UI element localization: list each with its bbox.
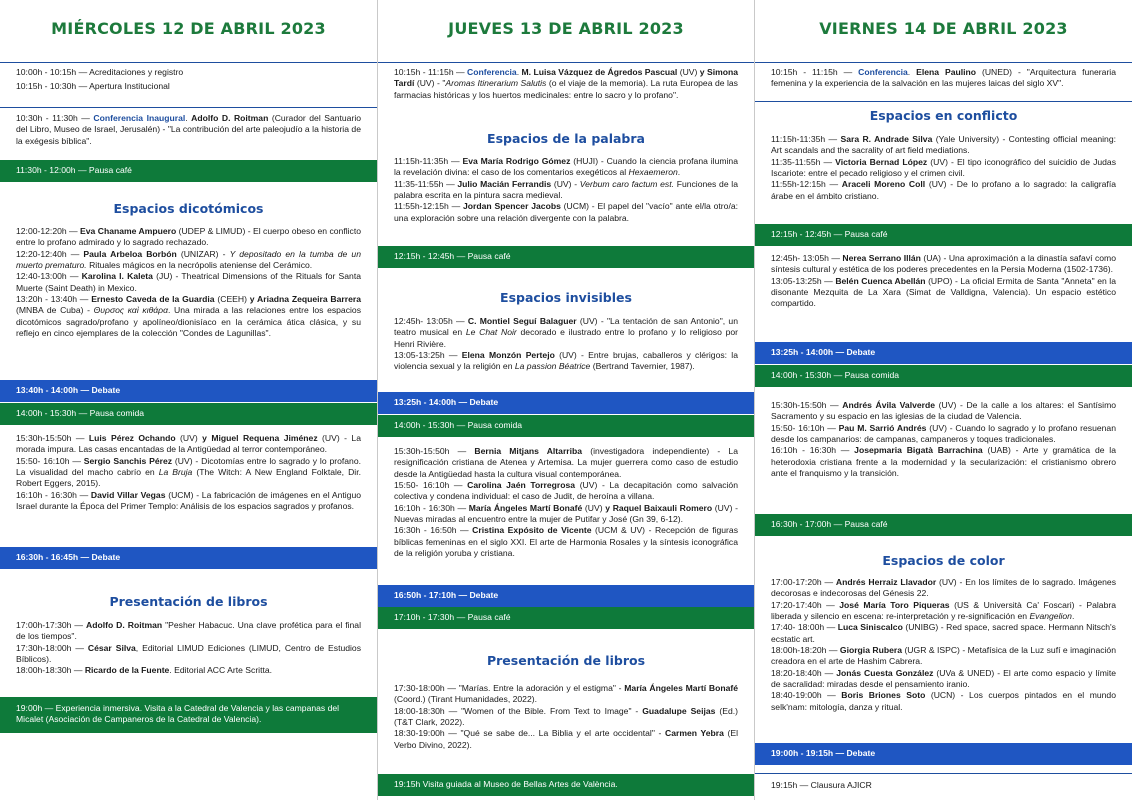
break-debate: 19:00h - 19:15h — Debate	[755, 743, 1132, 765]
item-conferencia-inaugural: 10:30h - 11:30h — Conferencia Inaugural. Adolfo D. Roitman (Curador del Santuario del Libro, Museo de Israel, Jerusalén) - "La contribución del arte paleojudío a la historia de la exégesis bíblica".	[16, 113, 362, 146]
item-clausura: 19:15h — Clausura AJICR	[771, 780, 872, 790]
break-debate: 16:50h - 17:10h — Debate	[378, 585, 754, 607]
talk-item: 18:20-18:40h — Jonás Cuesta González (UVa & UNED) - El arte como espacio y límite de sacralidad: miradas desde el pensamiento iranio.	[771, 667, 1116, 690]
column-wednesday	[0, 0, 377, 800]
talk-item: 11:35-11:55h — Julio Macián Ferrandis (UV) - Verbum caro factum est. Funciones de la palabra escrita en la pintura sacra medieval.	[394, 178, 738, 201]
talk-item: 17:30h-18:00h — César Silva, Editorial LIMUD Ediciones (LIMUD, Centro de Estudios Bíblicos).	[16, 642, 362, 665]
break-pausa-comida: 14:00h - 15:30h — Pausa comida	[0, 403, 377, 425]
talk-item: 12:20-12:40h — Paula Arbeloa Borbón (UNIZAR) - Y depositado en la tumba de un muerto prematuro. Rituales mágicos en la necrópolis ateniense del Cerámico.	[16, 248, 361, 271]
talk-item: 16:10h - 16:30h — María Ángeles Martí Bonafé (UV) y Raquel Baixauli Romero (UV) - Nuevas miradas al encuentro entre la mujer de Putifar y José (Gn 39, 6-12).	[394, 502, 738, 525]
talk-item: 17:20-17:40h — José María Toro Piqueras (US & Università Ca' Foscari) - Palabra liberada y silencio en escena: re-interpretación y re-significación en Evangelion.	[771, 599, 1116, 622]
section-title-dicotomicos: Espacios dicotómicos	[113, 201, 264, 216]
divider	[755, 62, 1132, 63]
event-visita-museo: 19:15h Visita guiada al Museo de Bellas Artes de València.	[378, 774, 754, 796]
talk-item: 15:50- 16:10h — Sergio Sanchis Pérez (UV) - Dicotomías entre lo sagrado y lo profano. La visualidad del macho cabrío en La Bruja (The Witch: A New England Folktale, Dir. Robert Eggers, 2015).	[16, 455, 361, 489]
talk-item: 12:00-12:20h — Eva Chaname Ampuero (UDEP & LIMUD) - El cuerpo obeso en conflicto entre lo profano admirado y lo sagrado rechazado.	[16, 226, 361, 248]
section-title-color: Espacios de color	[882, 553, 1005, 568]
column-friday	[754, 0, 1132, 800]
break-debate: 13:25h - 14:00h — Debate	[755, 342, 1132, 364]
break-debate: 13:25h - 14:00h — Debate	[378, 392, 754, 414]
break-debate: 13:40h - 14:00h — Debate	[0, 380, 377, 402]
talk-item: 11:35-11:55h — Victoria Bernad López (UV) - El tipo iconográfico del suicidio de Judas Iscariote: entre el pecado religioso y el crimen civil.	[771, 156, 1117, 179]
day-title-friday: VIERNES 14 DE ABRIL 2023	[819, 19, 1068, 38]
divider	[755, 101, 1132, 102]
talk-item: 13:20h - 13:40h — Ernesto Caveda de la Guardia (CEEH) y Ariadna Zequeira Barrera (MNBA de Cuba) - Θυρσος καὶ κιθάρα. Una mirada a las relaciones entre los espacios dicotómicos sagrado/profano y apolíneo/dionisíaco en la cerámica ática clásica, y su reflejo en cinco ejemplares de la colección "Condes de Lagunillas".	[16, 294, 362, 339]
divider	[0, 107, 377, 108]
talk-item: 18:00h-18:20h — Giorgia Rubera (UGR & ISPC) - Metafísica de la Luz sufí e imaginación creadora en el arte de Hashim Cabrera.	[771, 645, 1116, 667]
break-pausa-cafe: 17:10h - 17:30h — Pausa café	[378, 607, 754, 629]
talk-item: 12:40-13:00h — Karolina I. Kaleta (JU) - Theatrical Dimensions of the Rituals for Santa Muerte (Saint Death) in Mexico.	[16, 271, 361, 293]
talk-item: 18:00-18:30h — "Women of the Bible. From Text to Image" - Guadalupe Seijas (Ed.) (T&T Clark, 2022).	[394, 705, 738, 728]
column-thursday	[377, 0, 754, 800]
session-libros	[0, 620, 377, 677]
item-apertura: 10:15h - 10:30h — Apertura Institucional	[16, 81, 170, 92]
break-pausa-cafe: 11:30h - 12:00h — Pausa café	[0, 160, 377, 182]
section-title-libros: Presentación de libros	[109, 594, 268, 609]
divider	[378, 62, 754, 63]
talk-item: 15:30h-15:50h — Bernia Mitjans Altarriba (investigadora independiente) - La resignificación cristiana de Atenea y Artemisa. La mujer guerrera como caso de estudio desde la Antigüedad hasta la cultura visual contemporánea.	[394, 446, 738, 479]
break-debate: 16:30h - 16:45h — Debate	[0, 547, 377, 569]
item-acreditaciones: 10:00h - 10:15h — Acreditaciones y registro	[16, 67, 184, 77]
break-pausa-comida: 14:00h - 15:30h — Pausa comida	[378, 415, 754, 437]
break-pausa-cafe: 12:15h - 12:45h — Pausa café	[755, 224, 1132, 246]
talk-item: 18:40-19:00h — Boris Briones Soto (UCN) - Los cuerpos pintados en el mundo selk'nam: mitología, danza y ritual.	[771, 690, 1116, 712]
opening-block	[0, 67, 377, 93]
talk-item: 12:45h- 13:05h — C. Montiel Seguí Balaguer (UV) - "La tentación de san Antonio", un teatro musical en Le Chat Noir decorado e ilustrado entre lo profano y lo religioso por Henri Rivière.	[394, 316, 739, 349]
talk-item: 11:15h-11:35h — Eva María Rodrigo Gómez (HUJI) - Cuando la ciencia profana ilumina la revelación divina: el caso de los comentarios exegéticos al Hexaemeron.	[394, 156, 738, 178]
divider	[755, 773, 1132, 774]
talk-item: 15:30h-15:50h — Andrés Ávila Valverde (UV) - De la calle a los altares: el Santísimo Sacramento y su espacio en las iglesias de la ciudad de Valencia.	[771, 400, 1117, 422]
talk-item: 16:10h - 16:30h — David Villar Vegas (UCM) - La fabricación de imágenes en el Antiguo Israel durante la Época del Primer Templo: Análisis de los espacios sagrados y profanos.	[16, 489, 361, 512]
talk-item: 16:30h - 16:50h — Cristina Expósito de Vicente (UCM & UV) - Recepción de figuras bíblicas femeninas en el siglo XXI. El arte de Harmonia Rosales y la síntesis iconográfica de la religión yoruba y cristiana.	[394, 525, 738, 559]
talk-item: 15:50- 16:10h — Carolina Jaén Torregrosa (UV) - La decapitación como salvación colectiva y condena individual: el caso de Judit, de heroína a villana.	[394, 480, 738, 502]
session-palabra	[378, 156, 754, 224]
talk-item: 18:30-19:00h — "Qué se sabe de... La Biblia y el arte occidental" - Carmen Yebra (El Verbo Divino, 2022).	[394, 728, 738, 750]
talk-item: 17:40- 18:00h — Luca Siniscalco (UNIBG) - Red space, sacred space. Hermann Nitsch's ecstatic art.	[771, 622, 1116, 644]
talk-item: 13:05-13:25h — Belén Cuenca Abellán (UPO) - La oficial Ermita de Santa "Anneta" en la disonante Mezquita de La Xara (Simat de Valldigna, Valencia). Un espacio estético compartido.	[771, 275, 1116, 309]
session-dicotomicos	[0, 226, 377, 339]
talk-item: 11:55h-12:15h — Araceli Moreno Coll (UV) - De lo profano a lo sagrado: la caligrafía árabe en el ámbito cristiano.	[771, 179, 1116, 201]
session-afternoon	[378, 446, 754, 559]
talk-item: 17:00-17:20h — Andrés Herraiz Llavador (UV) - En los límites de lo sagrado. Imágenes decorosas e indecorosas del Génesis 22.	[771, 577, 1116, 599]
item-conferencia: 10:15h - 11:15h — Conferencia. Elena Paulino (UNED) - "Arquitectura funeraria femenina y la experiencia de la salvación en las mujeres laicas del siglo XV".	[771, 67, 1117, 89]
talk-item: 17:30-18:00h — "Marías. Entre la adoración y el estigma" - María Ángeles Martí Bonafé (Coord.) (Tirant Humanidades, 2022).	[394, 683, 738, 705]
session-conflicto-midday	[755, 253, 1132, 310]
break-pausa-cafe: 12:15h - 12:45h — Pausa café	[378, 246, 754, 268]
event-visita-catedral: 19:00h — Experiencia inmersiva. Visita a la Catedral de Valencia y las campanas del Micalet (Asociación de Campaneros de la Catedral de Valencia).	[0, 697, 377, 733]
break-pausa-cafe: 16:30h - 17:00h — Pausa café	[755, 514, 1132, 536]
talk-item: 15:50- 16:10h — Pau M. Sarrió Andrés (UV) - Cuando lo sagrado y lo profano resuenan desde los campanarios: de campanas, campaneros y toques tradicionales.	[771, 422, 1116, 445]
divider	[0, 62, 377, 63]
session-conflicto-afternoon	[755, 400, 1132, 479]
talk-item: 18:00h-18:30h — Ricardo de la Fuente. Editorial ACC Arte Scritta.	[16, 665, 273, 676]
talk-item: 11:55h-12:15h — Jordan Spencer Jacobs (UCM) - El papel del "vacío" ante el/la otro/a: una exploración sobre una relación divergente con la palabra.	[394, 201, 738, 223]
item-conferencia: 10:15h - 11:15h — Conferencia. M. Luisa Vázquez de Ágredos Pascual (UV) y Simona Tardí (UV) - "Aromas Itinerarium Salutis (o el viaje de la memoria). La ruta Europea de las farmacias históricas y los huertos medicinales: entre lo sacro y lo profano".	[394, 67, 739, 100]
talk-item: 15:30h-15:50h — Luis Pérez Ochando (UV) y Miguel Requena Jiménez (UV) - La morada impura. Las casas encantadas de la Antigüedad al terror contemporáneo.	[16, 433, 361, 455]
break-pausa-comida: 14:00h - 15:30h — Pausa comida	[755, 365, 1132, 387]
session-color	[755, 577, 1132, 713]
talk-item: 16:10h - 16:30h — Josepmaria Bigatà Barrachina (UAB) - Arte y gramática de la heterodoxia cristiana frente a la modernidad y la secularización: el cristianismo obrero ante el franquismo y la transición.	[771, 445, 1116, 479]
session-invisibles	[378, 316, 754, 373]
section-title-palabra: Espacios de la palabra	[487, 131, 645, 146]
day-title-wednesday: MIÉRCOLES 12 DE ABRIL 2023	[51, 19, 326, 38]
section-title-invisibles: Espacios invisibles	[500, 290, 632, 305]
talk-item: 17:00h-17:30h — Adolfo D. Roitman "Pesher Habacuc. Una clave profética para el final de los tiempos".	[16, 620, 361, 642]
talk-item: 13:05-13:25h — Elena Monzón Pertejo (UV) - Entre brujas, caballeros y clérigos: la violencia sexual y la religión en La passion Béatrice (Bertrand Tavernier, 1987).	[394, 350, 738, 372]
session-afternoon	[0, 433, 377, 512]
talk-item: 11:15h-11:35h — Sara R. Andrade Silva (Yale University) - Contesting official meaning: Art scandals and the sacrality of art field mediations.	[771, 134, 1117, 156]
section-title-libros: Presentación de libros	[486, 653, 646, 668]
talk-item: 12:45h- 13:05h — Nerea Serrano Illán (UA) - Una aproximación a la dinastía safaví como síntesis cultural y estética de los poderes precedentes en la Persia Moderna (1502-1736).	[771, 253, 1116, 275]
section-title-conflicto: Espacios en conflicto	[869, 108, 1018, 123]
session-libros	[378, 683, 754, 751]
session-conflicto-morning	[755, 134, 1132, 202]
day-title-thursday: JUEVES 13 DE ABRIL 2023	[448, 19, 684, 38]
